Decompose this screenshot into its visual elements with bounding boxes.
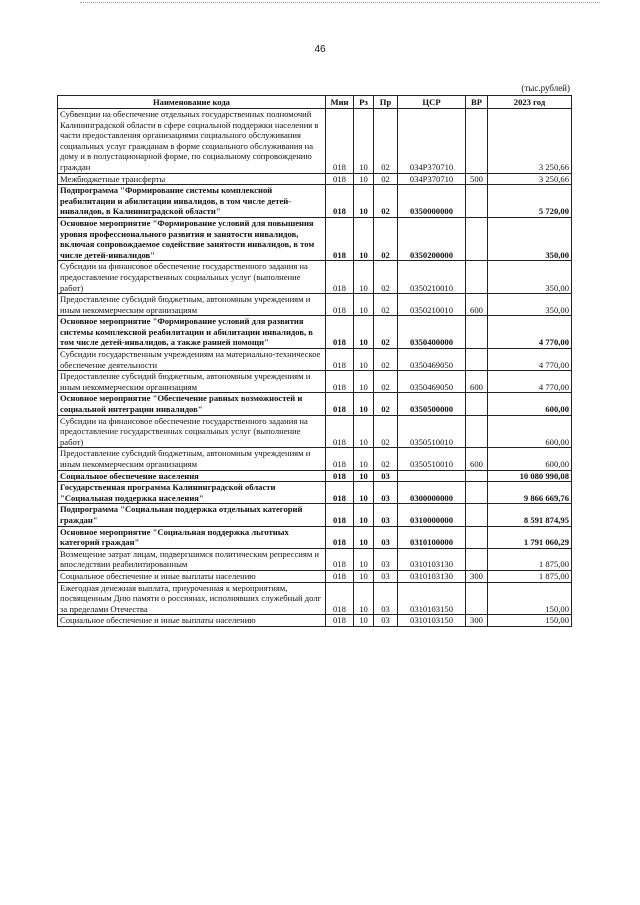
- row-amount: 9 866 669,76: [488, 482, 572, 504]
- row-rz: 10: [354, 482, 374, 504]
- row-pr: 02: [374, 349, 398, 371]
- row-rz: 10: [354, 349, 374, 371]
- table-row: [58, 316, 572, 349]
- row-csr: 0350200000: [398, 217, 466, 260]
- row-name: Социальное обеспечение населения: [58, 470, 326, 482]
- table-row: [58, 570, 572, 582]
- row-min: 018: [326, 548, 354, 570]
- row-min: 018: [326, 582, 354, 615]
- row-amount: 1 875,00: [488, 548, 572, 570]
- row-csr: 0350469050: [398, 349, 466, 371]
- row-csr: 0350510010: [398, 415, 466, 448]
- row-pr: 02: [374, 294, 398, 316]
- row-vr: 600: [466, 371, 488, 393]
- row-amount: 350,00: [488, 294, 572, 316]
- row-rz: 10: [354, 173, 374, 185]
- table-row: [58, 526, 572, 548]
- header-rz: Рз: [354, 96, 374, 109]
- table-header-row: [58, 96, 572, 109]
- row-pr: 03: [374, 526, 398, 548]
- row-min: 018: [326, 185, 354, 218]
- row-amount: 4 770,00: [488, 316, 572, 349]
- table-row: [58, 504, 572, 526]
- row-rz: 10: [354, 316, 374, 349]
- row-amount: 10 080 990,08: [488, 470, 572, 482]
- row-rz: 10: [354, 470, 374, 482]
- table-row: [58, 482, 572, 504]
- row-amount: 3 250,66: [488, 173, 572, 185]
- row-name: Предоставление субсидий бюджетным, автономным учреждениям и иным некоммерческим организациям: [58, 371, 326, 393]
- row-rz: 10: [354, 615, 374, 627]
- row-pr: 02: [374, 173, 398, 185]
- row-pr: 02: [374, 371, 398, 393]
- row-min: 018: [326, 109, 354, 174]
- row-csr: 034P370710: [398, 173, 466, 185]
- row-pr: 02: [374, 448, 398, 470]
- row-amount: 1 791 060,29: [488, 526, 572, 548]
- row-vr: 600: [466, 448, 488, 470]
- table-row: [58, 349, 572, 371]
- row-name: Межбюджетные трансферты: [58, 173, 326, 185]
- row-csr: 0350210010: [398, 294, 466, 316]
- row-pr: 03: [374, 470, 398, 482]
- row-name: Субвенции на обеспечение отдельных государственных полномочий Калининградской области в сфере социальной поддержки населения в части предоставления организациями социального обслуживания социальных услуг гражданам в форме социального обслуживания на дому и в полустационарной форме, по социальному сопровождению граждан: [58, 109, 326, 174]
- table-row: [58, 294, 572, 316]
- row-amount: 150,00: [488, 615, 572, 627]
- row-csr: 0350500000: [398, 393, 466, 415]
- header-csr: ЦСР: [398, 96, 466, 109]
- row-pr: 02: [374, 185, 398, 218]
- row-vr: [466, 415, 488, 448]
- row-amount: 5 720,00: [488, 185, 572, 218]
- row-amount: 4 770,00: [488, 349, 572, 371]
- row-pr: 03: [374, 548, 398, 570]
- table-row: [58, 448, 572, 470]
- row-amount: 600,00: [488, 448, 572, 470]
- header-min: Мин: [326, 96, 354, 109]
- row-min: 018: [326, 526, 354, 548]
- row-amount: 600,00: [488, 393, 572, 415]
- top-scan-dots: [80, 2, 600, 7]
- row-min: 018: [326, 349, 354, 371]
- row-min: 018: [326, 615, 354, 627]
- row-name: Государственная программа Калининградской области "Социальная поддержка населения": [58, 482, 326, 504]
- row-pr: 03: [374, 504, 398, 526]
- row-name: Предоставление субсидий бюджетным, автономным учреждениям и иным некоммерческим организациям: [58, 448, 326, 470]
- table-row: [58, 261, 572, 294]
- row-vr: [466, 582, 488, 615]
- row-csr: 0310103150: [398, 582, 466, 615]
- row-rz: 10: [354, 109, 374, 174]
- row-name: Социальное обеспечение и иные выплаты населению: [58, 570, 326, 582]
- row-min: 018: [326, 316, 354, 349]
- row-rz: 10: [354, 217, 374, 260]
- row-csr: 0310000000: [398, 504, 466, 526]
- row-vr: [466, 109, 488, 174]
- row-pr: 02: [374, 109, 398, 174]
- row-min: 018: [326, 415, 354, 448]
- row-name: Возмещение затрат лицам, подвергшимся политическим репрессиям и впоследствии реабилитированным: [58, 548, 326, 570]
- row-min: 018: [326, 173, 354, 185]
- row-min: 018: [326, 393, 354, 415]
- row-vr: [466, 393, 488, 415]
- row-vr: [466, 316, 488, 349]
- row-csr: [398, 470, 466, 482]
- row-rz: 10: [354, 393, 374, 415]
- row-rz: 10: [354, 570, 374, 582]
- row-csr: 0350510010: [398, 448, 466, 470]
- row-min: 018: [326, 570, 354, 582]
- row-rz: 10: [354, 504, 374, 526]
- row-name: Субсидии на финансовое обеспечение государственного задания на предоставление государственных социальных услуг (выполнение работ): [58, 415, 326, 448]
- row-rz: 10: [354, 548, 374, 570]
- row-csr: 0350210010: [398, 261, 466, 294]
- row-csr: 0310103130: [398, 570, 466, 582]
- row-amount: 3 250,66: [488, 109, 572, 174]
- header-pr: Пр: [374, 96, 398, 109]
- row-vr: [466, 526, 488, 548]
- row-name: Основное мероприятие "Формирование условий для развития системы комплексной реабилитации и абилитации инвалидов, в том числе детей-инвалидов, а также ранней помощи": [58, 316, 326, 349]
- row-amount: 1 875,00: [488, 570, 572, 582]
- row-name: Ежегодная денежная выплата, приуроченная к мероприятиям, посвященным Дню памяти о россиянах, исполнявших служебный долг за пределами Отечества: [58, 582, 326, 615]
- row-rz: 10: [354, 261, 374, 294]
- row-vr: 500: [466, 173, 488, 185]
- row-vr: [466, 548, 488, 570]
- row-min: 018: [326, 261, 354, 294]
- table-row: [58, 393, 572, 415]
- row-csr: 0310103150: [398, 615, 466, 627]
- row-vr: [466, 217, 488, 260]
- row-pr: 02: [374, 316, 398, 349]
- table-body: [58, 109, 572, 627]
- row-min: 018: [326, 448, 354, 470]
- row-min: 018: [326, 294, 354, 316]
- header-amount: 2023 год: [488, 96, 572, 109]
- row-name: Субсидии государственным учреждениям на материально-техническое обеспечение деятельности: [58, 349, 326, 371]
- budget-table: [57, 95, 572, 627]
- row-csr: 0300000000: [398, 482, 466, 504]
- row-csr: 0350400000: [398, 316, 466, 349]
- row-rz: 10: [354, 294, 374, 316]
- row-min: 018: [326, 217, 354, 260]
- row-pr: 03: [374, 570, 398, 582]
- row-amount: 350,00: [488, 217, 572, 260]
- row-name: Предоставление субсидий бюджетным, автономным учреждениям и иным некоммерческим организациям: [58, 294, 326, 316]
- row-name: Социальное обеспечение и иные выплаты населению: [58, 615, 326, 627]
- table-row: [58, 371, 572, 393]
- row-pr: 02: [374, 393, 398, 415]
- row-name: Подпрограмма "Формирование системы комплексной реабилитации и абилитации инвалидов, в том числе детей-инвалидов, в Калининградской области": [58, 185, 326, 218]
- row-csr: 034P370710: [398, 109, 466, 174]
- row-vr: 300: [466, 615, 488, 627]
- row-rz: 10: [354, 582, 374, 615]
- row-pr: 02: [374, 217, 398, 260]
- units-label: (тыс.рублей): [521, 83, 570, 93]
- row-csr: 0350469050: [398, 371, 466, 393]
- row-rz: 10: [354, 371, 374, 393]
- row-csr: 0350000000: [398, 185, 466, 218]
- table-row: [58, 415, 572, 448]
- row-vr: [466, 261, 488, 294]
- row-pr: 03: [374, 582, 398, 615]
- row-name: Основное мероприятие "Обеспечение равных возможностей и социальной интеграции инвалидов": [58, 393, 326, 415]
- row-name: Основное мероприятие "Социальная поддержка льготных категорий граждан": [58, 526, 326, 548]
- table-row: [58, 615, 572, 627]
- row-csr: 0310103130: [398, 548, 466, 570]
- row-min: 018: [326, 470, 354, 482]
- table-row: [58, 470, 572, 482]
- row-rz: 10: [354, 526, 374, 548]
- table-row: [58, 173, 572, 185]
- row-amount: 8 591 874,95: [488, 504, 572, 526]
- row-pr: 02: [374, 415, 398, 448]
- row-vr: [466, 349, 488, 371]
- row-amount: 350,00: [488, 261, 572, 294]
- row-rz: 10: [354, 415, 374, 448]
- row-min: 018: [326, 371, 354, 393]
- row-name: Субсидии на финансовое обеспечение государственного задания на предоставление государственных социальных услуг (выполнение работ): [58, 261, 326, 294]
- row-csr: 0310100000: [398, 526, 466, 548]
- row-amount: 150,00: [488, 582, 572, 615]
- row-amount: 4 770,00: [488, 371, 572, 393]
- row-name: Основное мероприятие "Формирование условий для повышения уровня профессионального развития и занятости инвалидов, включая сопровождаемое содействие занятости инвалидов, в том числе детей-инвалидов": [58, 217, 326, 260]
- table-row: [58, 185, 572, 218]
- row-pr: 03: [374, 482, 398, 504]
- page-number: 46: [314, 44, 326, 55]
- row-min: 018: [326, 504, 354, 526]
- row-amount: 600,00: [488, 415, 572, 448]
- row-pr: 03: [374, 615, 398, 627]
- header-name: Наименование кода: [58, 96, 326, 109]
- row-vr: 600: [466, 294, 488, 316]
- header-vr: ВР: [466, 96, 488, 109]
- row-pr: 02: [374, 261, 398, 294]
- row-rz: 10: [354, 448, 374, 470]
- table-row: [58, 582, 572, 615]
- table-row: [58, 217, 572, 260]
- row-vr: [466, 470, 488, 482]
- row-vr: [466, 504, 488, 526]
- row-min: 018: [326, 482, 354, 504]
- row-vr: [466, 482, 488, 504]
- row-rz: 10: [354, 185, 374, 218]
- row-vr: 300: [466, 570, 488, 582]
- table-row: [58, 109, 572, 174]
- row-name: Подпрограмма "Социальная поддержка отдельных категорий граждан": [58, 504, 326, 526]
- table-row: [58, 548, 572, 570]
- row-vr: [466, 185, 488, 218]
